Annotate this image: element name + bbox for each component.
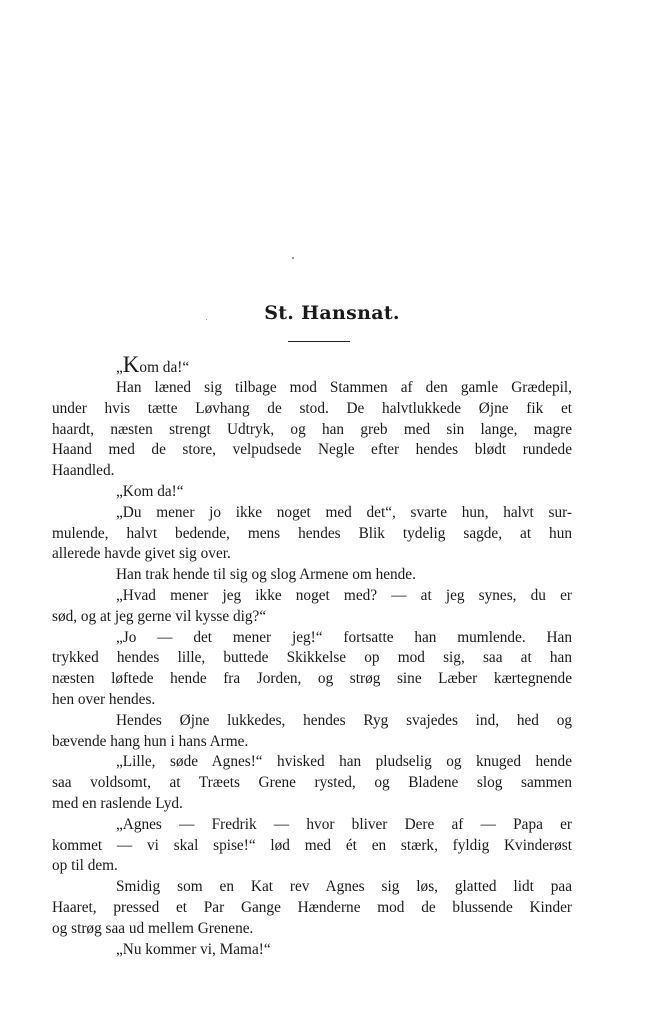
text-line: haardt, næsten strengt Udtryk, og han greb med sin lange, magre	[52, 420, 572, 438]
text-line: næsten løftede hende fra Jorden, og strøg sine Læber kærtegnende	[52, 670, 572, 688]
opening-quote-mark: „	[116, 359, 123, 376]
text-line: under hvis tætte Løvhang de stod. De halvtlukkede Øjne fik et	[52, 399, 572, 417]
text-line: trykked hendes lille, buttede Skikkelse op mod sig, saa at han	[52, 649, 572, 667]
text-line: Haaret, pressed et Par Gange Hænderne mod de blussende Kinder	[52, 898, 572, 916]
text-line: Haandled.	[52, 462, 115, 480]
text-line: „Agnes — Fredrik — hvor bliver Dere af — Papa er	[116, 815, 572, 833]
text-line: Haand med de store, velpudsede Negle efter hendes blødt rundede	[52, 441, 572, 459]
text-line: og strøg saa ud mellem Grenene.	[52, 919, 254, 937]
text-line: Hendes Øjne lukkedes, hendes Ryg svajedes ind, hed og	[116, 711, 572, 729]
text-line: „Du mener jo ikke noget med det“, svarte hun, halvt sur-	[116, 503, 572, 521]
ink-speck	[292, 257, 294, 259]
story-text	[52, 350, 572, 960]
opening-rest: om da!“	[139, 359, 190, 376]
text-line: Smidig som en Kat rev Agnes sig løs, glatted lidt paa	[116, 878, 572, 896]
text-line: allerede havde givet sig over.	[52, 545, 231, 563]
text-line: „Nu kommer vi, Mama!“	[116, 940, 271, 958]
text-line: mulende, halvt bedende, mens hendes Blik tydelig sagde, at hun	[52, 524, 572, 542]
text-line: kommet — vi skal spise!“ lød med ét en stærk, fyldig Kvinderøst	[52, 836, 572, 854]
text-line: bævende hang hun i hans Arme.	[52, 732, 249, 750]
opening-line	[52, 350, 572, 378]
text-line: „Kom da!“	[116, 482, 184, 500]
text-line: med en raslende Lyd.	[52, 794, 183, 812]
text-line: Han trak hende til sig og slog Armene om hende.	[116, 566, 416, 584]
text-line: hen over hendes.	[52, 690, 156, 708]
text-lines	[52, 378, 572, 960]
text-line: sød, og at jeg gerne vil kysse dig?“	[52, 607, 267, 625]
text-line: „Hvad mener jeg ikke noget med? — at jeg synes, du er	[116, 586, 572, 604]
initial-letter: K	[122, 352, 140, 377]
title-divider	[288, 341, 350, 342]
text-line: „Jo — det mener jeg!“ fortsatte han mumlende. Han	[116, 628, 572, 646]
text-line: Han læned sig tilbage mod Stammen af den gamle Grædepil,	[116, 379, 572, 396]
text-line: saa voldsomt, at Træets Grene rysted, og Bladene slog sammen	[52, 774, 572, 792]
text-line: op til dem.	[52, 857, 118, 875]
chapter-title: St. Hansnat.	[264, 302, 400, 324]
text-line: „Lille, søde Agnes!“ hvisked han pludselig og knuged hende	[116, 753, 572, 771]
